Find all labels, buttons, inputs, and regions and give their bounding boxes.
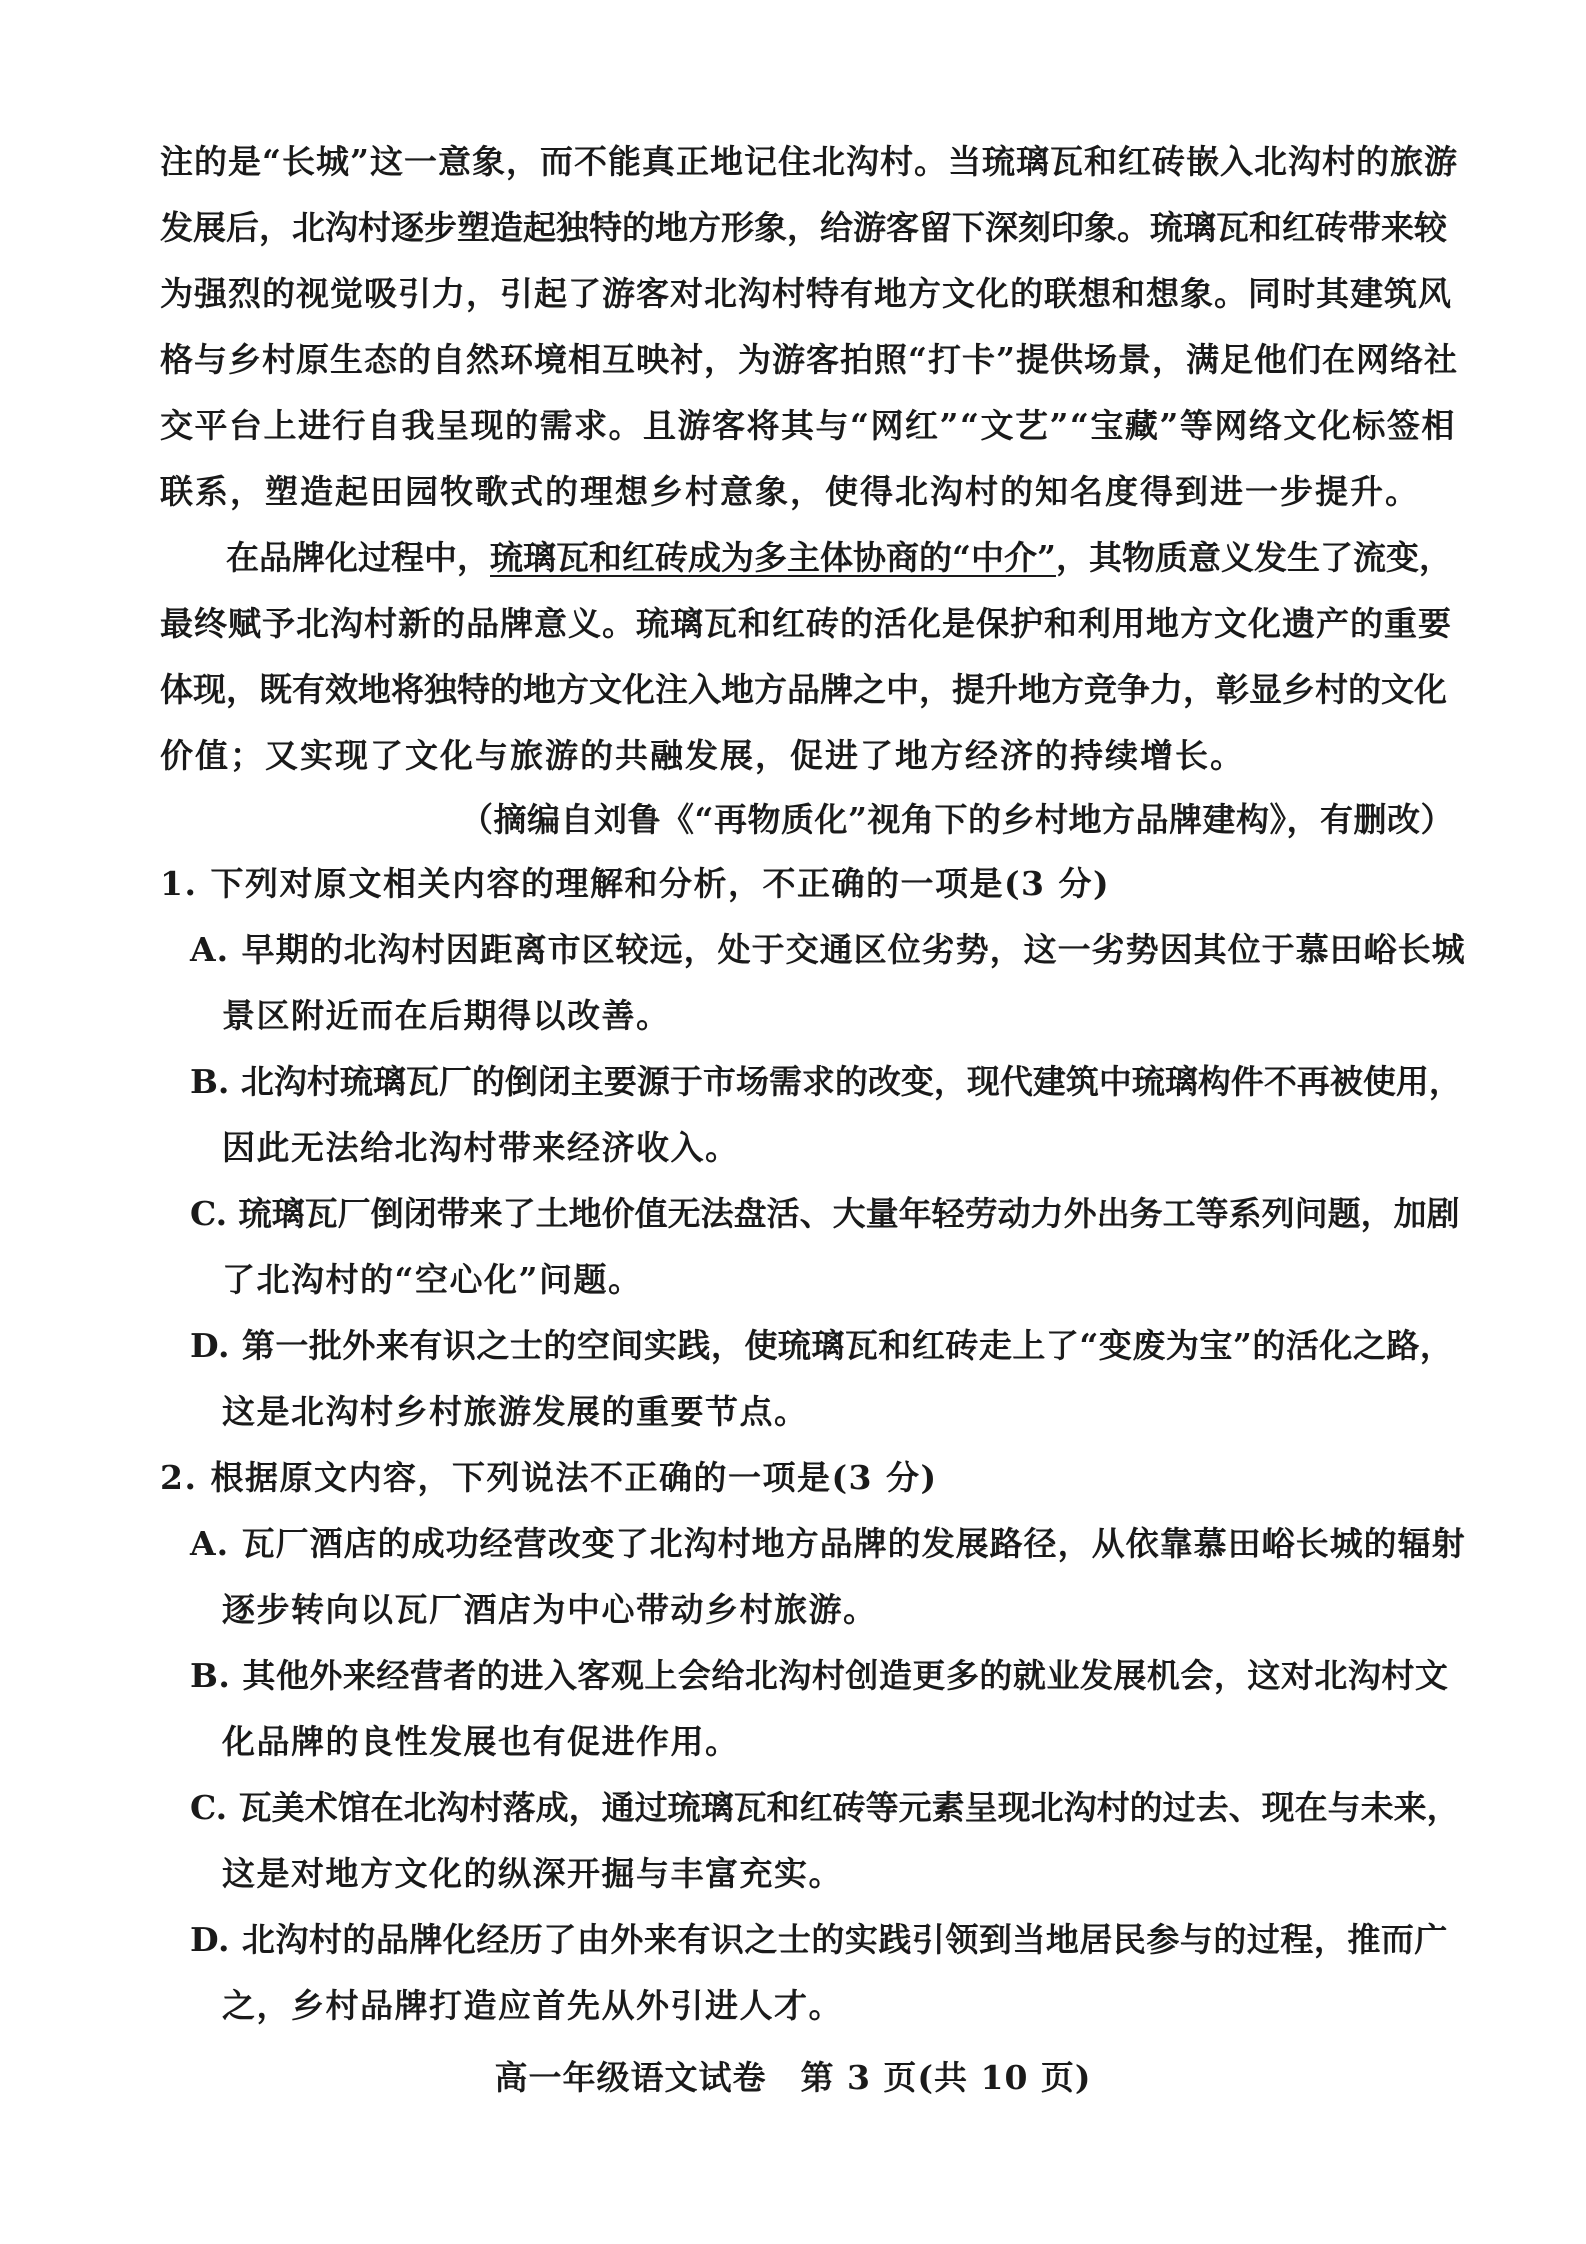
option-c-cont: 了北沟村的“空心化”问题。 <box>222 1260 643 1299</box>
option-b: B. 北沟村琉璃瓦厂的倒闭主要源于市场需求的改变，现代建筑中琉璃构件不再被使用， <box>190 1062 1462 1101</box>
underlined-sentence: 琉璃瓦和红砖成为多主体协商的“中介” <box>490 538 1056 577</box>
passage-text: 在品牌化过程中， <box>226 538 490 577</box>
passage-text: ，其物质意义发生了流变， <box>1055 538 1452 577</box>
option-c: C. 瓦美术馆在北沟村落成，通过琉璃瓦和红砖等元素呈现北沟村的过去、现在与未来， <box>190 1788 1460 1827</box>
passage-line: 格与乡村原生态的自然环境相互映衬，为游客拍照“打卡”提供场景，满足他们在网络社 <box>160 340 1458 379</box>
option-d: D. 第一批外来有识之士的空间实践，使琉璃瓦和红砖走上了“变废为宝”的活化之路， <box>190 1326 1454 1365</box>
passage-line: 最终赋予北沟村新的品牌意义。琉璃瓦和红砖的活化是保护和利用地方文化遗产的重要 <box>160 604 1452 643</box>
option-b-cont: 化品牌的良性发展也有促进作用。 <box>222 1722 740 1761</box>
option-d-cont: 这是北沟村乡村旅游发展的重要节点。 <box>222 1392 809 1431</box>
passage-line: 联系，塑造起田园牧歌式的理想乡村意象，使得北沟村的知名度得到进一步提升。 <box>160 472 1420 511</box>
source-citation: （摘编自刘鲁《“再物质化”视角下的乡村地方品牌建构》，有删改） <box>460 800 1454 839</box>
question-stem: 2. 根据原文内容，下列说法不正确的一项是(3 分) <box>160 1458 938 1497</box>
option-d: D. 北沟村的品牌化经历了由外来有识之士的实践引领到当地居民参与的过程，推而广 <box>190 1920 1448 1959</box>
passage-line: 为强烈的视觉吸引力，引起了游客对北沟村特有地方文化的联想和想象。同时其建筑风 <box>160 274 1452 313</box>
passage-line: 价值；又实现了文化与旅游的共融发展，促进了地方经济的持续增长。 <box>160 736 1245 775</box>
option-d-cont: 之，乡村品牌打造应首先从外引进人才。 <box>222 1986 843 2025</box>
option-a-cont: 逐步转向以瓦厂酒店为中心带动乡村旅游。 <box>222 1590 878 1629</box>
page-footer: 高一年级语文试卷 第 3 页(共 10 页) <box>494 2058 1092 2097</box>
passage-line: 注的是“长城”这一意象，而不能真正地记住北沟村。当琉璃瓦和红砖嵌入北沟村的旅游 <box>160 142 1458 181</box>
option-a: A. 瓦厂酒店的成功经营改变了北沟村地方品牌的发展路径，从依靠慕田峪长城的辐射 <box>190 1524 1466 1563</box>
passage-line: 发展后，北沟村逐步塑造起独特的地方形象，给游客留下深刻印象。琉璃瓦和红砖带来较 <box>160 208 1447 247</box>
passage-line: 交平台上进行自我呈现的需求。且游客将其与“网红”“文艺”“宝藏”等网络文化标签相 <box>160 406 1456 445</box>
option-a: A. 早期的北沟村因距离市区较远，处于交通区位劣势，这一劣势因其位于慕田峪长城 <box>190 930 1466 969</box>
question-stem: 1. 下列对原文相关内容的理解和分析，不正确的一项是(3 分) <box>160 864 1111 903</box>
option-c: C. 琉璃瓦厂倒闭带来了土地价值无法盘活、大量年轻劳动力外出务工等系列问题，加剧 <box>190 1194 1460 1233</box>
passage-line: 体现，既有效地将独特的地方文化注入地方品牌之中，提升地方竞争力，彰显乡村的文化 <box>160 670 1447 709</box>
passage-line <box>226 536 1452 580</box>
option-c-cont: 这是对地方文化的纵深开掘与丰富充实。 <box>222 1854 843 1893</box>
option-b: B. 其他外来经营者的进入客观上会给北沟村创造更多的就业发展机会，这对北沟村文 <box>190 1656 1449 1695</box>
option-a-cont: 景区附近而在后期得以改善。 <box>222 996 671 1035</box>
option-b-cont: 因此无法给北沟村带来经济收入。 <box>222 1128 740 1167</box>
